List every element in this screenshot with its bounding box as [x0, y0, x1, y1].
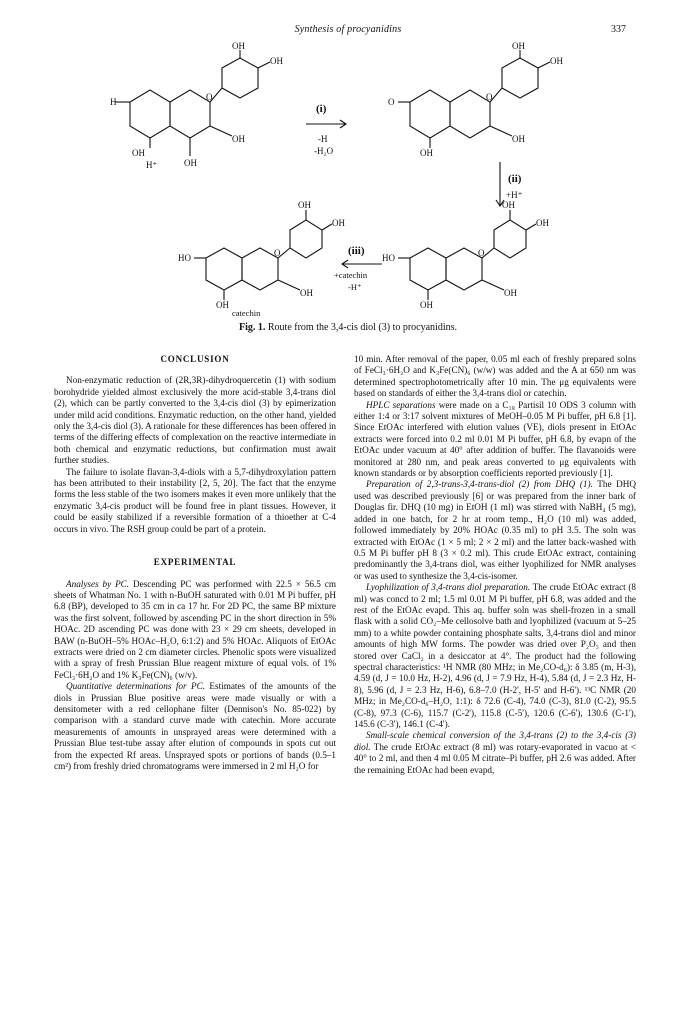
atom-oh: OH	[216, 300, 229, 310]
right-column	[354, 346, 636, 776]
hplc-text: were made on a C₁₈ Partisil 10 ODS 3 column with either 1:4 or 3:17 solvent mixtures of MeOH–0.05 M Pi buffer, pH 6.8 [1]. Since EtOAc interfered with elution values (VE), diols present in EtOAc extracts were forced into 0.2 ml 0.01 M Pi buffer, pH 6.8, by evapn of the EtOAc under vacuum at 40° after addition of buffer. The flavanoids were monitored at 280 nm, and peak areas converted to μg equivalents with known standards or by absorption coefficients reported previously [1].	[354, 399, 636, 479]
atom-oh: OH	[550, 56, 563, 66]
atom-oh: OH	[332, 218, 345, 228]
hplc-paragraph	[354, 400, 636, 480]
atom-o: O	[478, 248, 485, 258]
small-text: The crude EtOAc extract (8 ml) was rotary-evaporated in vacuo at < 40° to 2 ml, and then 4 ml 0.05 M citrate–Pi buffer, pH 2.6 was added. After the remaining EtOAc had been evapd,	[354, 741, 636, 775]
atom-ho: HO	[178, 253, 191, 263]
step-i-sub2: -H₂O	[314, 146, 334, 156]
catechin-label: catechin	[232, 308, 261, 318]
atom-o: O	[274, 248, 281, 258]
figure-caption	[0, 322, 696, 333]
pc-paragraph	[54, 579, 336, 682]
atom-o: O	[206, 92, 213, 102]
conclusion-paragraph-1: Non-enzymatic reduction of (2R,3R)-dihydroquercetin (1) with sodium borohydride yielded almost exclusively the more acid-stable 3,4-trans diol (2), which can be partly converted to the 3,4-cis diol (3) by epimerization under mild acid conditions. Enzymatic reduction, on the other hand, yielded only the 3,4-cis diol (3). A rationale for these differences has been offered in terms of the differing effects of complexation on the reactive intermediate in both chemical and enzymatic reductions, but confirmation must await further studies.	[54, 375, 336, 466]
running-title: Synthesis of procyanidins	[294, 24, 402, 35]
atom-oh: OH	[512, 41, 525, 51]
step-i-label: (i)	[316, 103, 327, 115]
step-ii-label: (ii)	[508, 173, 522, 185]
step-i-sub1: -H	[318, 134, 328, 144]
atom-oh: OH	[232, 41, 245, 51]
small-runin-head: Small-scale chemical conversion of the 3,4-trans (2) to the 3,4-cis (3) diol.	[354, 730, 636, 752]
conclusion-heading: CONCLUSION	[160, 354, 230, 364]
atom-oh: OH	[270, 56, 283, 66]
atom-oh: OH	[184, 158, 197, 168]
reaction-scheme	[110, 41, 590, 322]
lyo-text: The crude EtOAc extract (8 ml) was concd to 2 ml; 1.5 ml 0.01 M Pi buffer, pH 6.8, was added and the rest of the EtOAc evapd. This aq. buffer soln was shell-frozen in a small flask with a solid CO₂–Me cellosolve bath and lyophilized (vacuum at 5–25 mm) to a white powder containing phosphate salts, 3,4-trans diol and minor amounts of high MW forms. The powder was dried over P₂O₅ and then stored over CaCl₂ in a desiccator at 4°. The product had the following spectral characteristics: ¹H NMR (80 MHz; in Me₂CO-d₆): δ 3.85 (m, H-3), 4.59 (d, J = 10.0 Hz, H-2), 4.96 (d, J = 7.9 Hz, H-4), 5.84 (d, J = 2.3 Hz, H-8), 5.96 (d, J = 2.3 Hz, H-6), 6.8–7.0 (H-2', H-5' and H-6'). ¹³C NMR (20 MHz; in Me₂CO-d₆–H₂O, 1:1): δ 72.6 (C-4), 74.0 (C-3), 81.0 (C-2), 95.5 (C-8), 97.3 (C-6), 115.7 (C-2'), 115.8 (C-5'), 120.6 (C-6'), 130.6 (C-1'), 145.6 (C-3'), 146.1 (C-4').	[354, 582, 636, 729]
quant-paragraph	[54, 681, 336, 772]
step-iii-label: (iii)	[348, 245, 365, 257]
atom-oh: OH	[132, 148, 145, 158]
atom-oh: OH	[504, 288, 517, 298]
prep-paragraph	[354, 479, 636, 582]
quant-runin-head: Quantitative determinations for PC.	[66, 681, 205, 692]
atom-hplus: H⁺	[146, 160, 158, 170]
atom-ho: HO	[382, 253, 395, 263]
quant-text: Estimates of the amounts of the diols in Prussian Blue positive areas were made visually or with a densitometer with a red cellophane filter (Dennison's No. 85-022) by comparison with a standard curve made with catechin. More accurate measurements of amounts in unsprayed areas were determined with a Prussian Blue test-tube assay after elution of compounds in spots cut out from the expected Rf areas. Unsprayed spots or portions of bands (0.5–1 cm²) from freshly dried chromatograms were immersed in 2 ml H₂O for	[54, 681, 336, 771]
step-iii-sub1: +catechin	[334, 270, 368, 280]
reaction-scheme-svg	[110, 41, 590, 322]
atom-oh: OH	[512, 134, 525, 144]
atom-oh: OH	[300, 288, 313, 298]
pc-text: Descending PC was performed with 22.5 × 56.5 cm sheets of Whatman No. 1 with n-BuOH saturated with 0.01 M Pi buffer, pH 6.8 (BP), developed to 35 cm in ca 17 hr. For 2D PC, the same BP mixture was the first solvent, followed by ascending PC in the short direction in 5% HOAc. 2D ascending PC was done with 23 × 29 cm sheets, developed in BAW (n-BuOH–5% HOAc–H₂O, 6:1:2) and 5% HOAc. Aliquots of EtOAc extracts were dried on 2 cm diameter circles. Phenolic spots were visualized with a spray of fresh Prussian Blue reagent mixture of equal vols. of 1% FeCl₃·6H₂O and 1% K₃Fe(CN)₆ (w/v).	[54, 578, 336, 680]
conclusion-paragraph-2: The failure to isolate flavan-3,4-diols with a 5,7-dihydroxylation pattern has been attributed to their instability [2, 5, 20]. The fact that the enzyme forms the less stable of the two isomers makes it even more unlikely that the enzymatic 3,4-cis product will be found free in plant tissues. However, it could be easily stabilized if a reversible formation of a thioether at C-4 occurs in vivo. The RSH group could be part of a protein.	[54, 466, 336, 534]
atom-h: H	[110, 97, 117, 107]
atom-o: O	[388, 97, 395, 107]
atom-oh: OH	[420, 148, 433, 158]
experimental-heading: EXPERIMENTAL	[153, 557, 237, 568]
atom-oh: OH	[232, 134, 245, 144]
atom-oh: OH	[502, 200, 515, 210]
lyo-runin-head: Lyophilization of 3,4-trans diol preparation.	[366, 582, 531, 593]
figure-caption-text: Route from the 3,4-cis diol (3) to procyanidins.	[267, 322, 458, 333]
atom-oh: OH	[420, 300, 433, 310]
prep-runin-head: Preparation of 2,3-trans-3,4-trans-diol (2) from DHQ (1).	[366, 479, 593, 490]
page-number: 337	[611, 24, 626, 35]
page-header	[0, 24, 696, 40]
left-column	[54, 346, 336, 772]
figure-label: Fig. 1.	[238, 322, 266, 333]
step-ii-sub: +H⁺	[506, 190, 523, 200]
small-scale-paragraph	[354, 730, 636, 776]
step-iii-sub2: -H⁺	[348, 282, 362, 292]
prep-text: The DHQ used was described previously [6] or was prepared from the inner bark of Douglas fir. DHQ (10 mg) in EtOH (1 ml) was stirred with NaBH₄ (5 mg), added in one batch, for 2 hr at room temp., H₂O (10 ml) was added, followed immediately by 20% HOAc (0.35 ml) to pH 3.5. The soln was extracted with EtOAc (1 × 5 ml; 2 × 2 ml) and the latter back-washed with 0.5 M Pi buffer pH 8 (3 × 0.2 ml). This crude EtOAc extract, containing predominantly the 3,4-trans diol, was either lyophilized for NMR analyses or was used to synthesize the 3,4-cis-isomer.	[354, 479, 636, 581]
atom-oh: OH	[298, 200, 311, 210]
atom-oh: OH	[536, 218, 549, 228]
continued-paragraph: 10 min. After removal of the paper, 0.05 ml each of freshly prepared solns of FeCl₃·6H₂O and K₃Fe(CN)₆ (w/w) was added and the A at 650 nm was determined spectrophotometrically after 10 min. The μg equivalents were based on standards of either the 3,4-trans diol or catechin.	[354, 354, 636, 399]
lyo-paragraph	[354, 582, 636, 730]
pc-runin-head: Analyses by PC.	[66, 578, 130, 589]
atom-o: O	[486, 92, 493, 102]
hplc-runin-head: HPLC separations	[366, 399, 436, 410]
